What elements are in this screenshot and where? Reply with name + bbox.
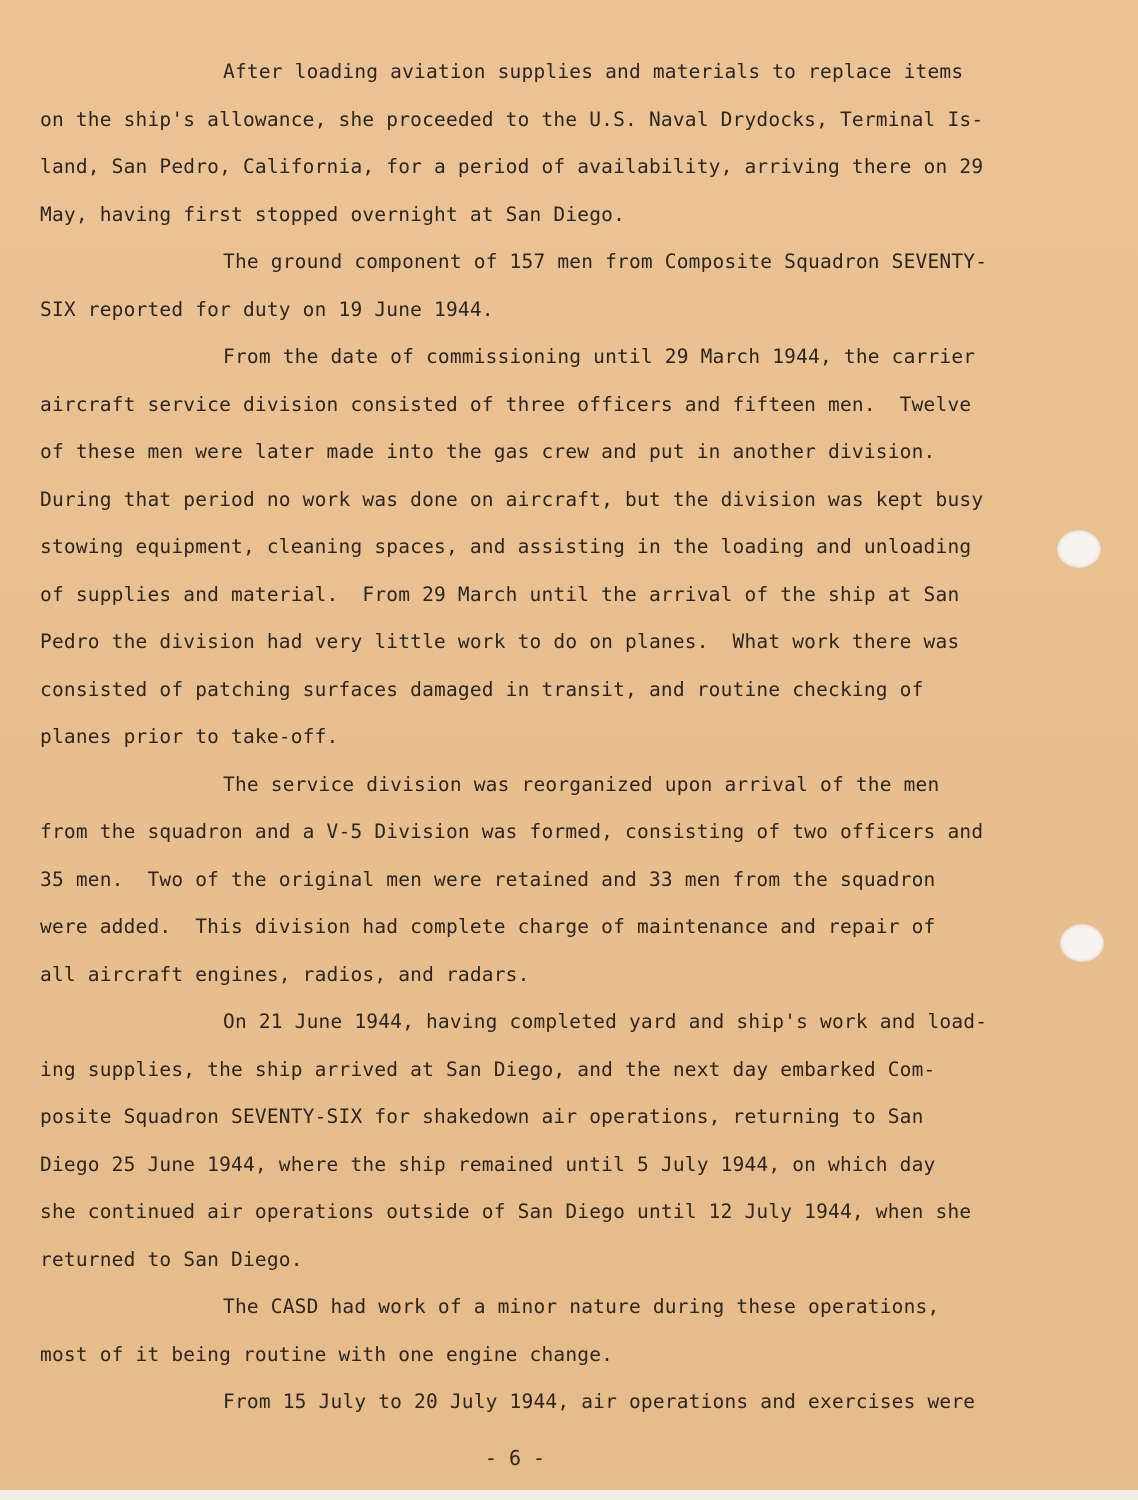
text-line: were added. This division had complete charge of maintenance and repair of (40, 915, 936, 938)
text-line: ing supplies, the ship arrived at San Diego, and the next day embarked Com- (40, 1057, 936, 1081)
text-line: SIX reported for duty on 19 June 1944. (40, 297, 494, 321)
text-line: After loading aviation supplies and materials to replace items (223, 60, 964, 83)
text-line: of supplies and material. From 29 March until the arrival of the ship at San (40, 582, 960, 606)
page-bottom-edge (0, 1490, 1138, 1500)
text-line: aircraft service division consisted of three officers and fifteen men. Twelve (40, 392, 972, 416)
text-line: 35 men. Two of the original men were retained and 33 men from the squadron (40, 867, 936, 891)
text-line: From the date of commissioning until 29 March 1944, the carrier (223, 345, 976, 368)
text-line: planes prior to take-off. (40, 725, 339, 748)
binder-hole (1060, 924, 1104, 962)
text-line: of these men were later made into the gas crew and put in another division. (40, 440, 936, 463)
binder-hole (1057, 530, 1101, 568)
body-text (40, 48, 1000, 1426)
text-line: Pedro the division had very little work to do on planes. What work there was (40, 630, 960, 653)
text-line: she continued air operations outside of San Diego until 12 July 1944, when she (40, 1200, 972, 1223)
text-line: all aircraft engines, radios, and radars. (40, 962, 530, 986)
text-line: on the ship's allowance, she proceeded to the U.S. Naval Drydocks, Terminal Is- (40, 107, 984, 131)
text-line: May, having first stopped overnight at San Diego. (40, 202, 626, 226)
text-line: The service division was reorganized upon arrival of the men (223, 772, 940, 796)
text-line: consisted of patching surfaces damaged in transit, and routine checking of (40, 677, 924, 701)
text-line: Diego 25 June 1944, where the ship remained until 5 July 1944, on which day (40, 1152, 936, 1176)
text-line: The ground component of 157 men from Composite Squadron SEVENTY- (223, 250, 988, 273)
text-line: stowing equipment, cleaning spaces, and assisting in the loading and unloading (40, 535, 972, 558)
text-line: most of it being routine with one engine change. (40, 1342, 614, 1366)
page-number: - 6 - (484, 1446, 546, 1470)
text-line: posite Squadron SEVENTY-SIX for shakedown air operations, returning to San (40, 1105, 924, 1128)
text-line: from the squadron and a V-5 Division was formed, consisting of two officers and (40, 820, 984, 843)
text-line: land, San Pedro, California, for a period of availability, arriving there on 29 (40, 155, 984, 178)
text-line: During that period no work was done on aircraft, but the division was kept busy (40, 487, 984, 511)
text-line: The CASD had work of a minor nature during these operations, (223, 1295, 940, 1318)
text-line: On 21 June 1944, having completed yard and ship's work and load- (223, 1010, 988, 1033)
text-line: returned to San Diego. (40, 1247, 303, 1271)
text-line: From 15 July to 20 July 1944, air operations and exercises were (223, 1390, 976, 1413)
